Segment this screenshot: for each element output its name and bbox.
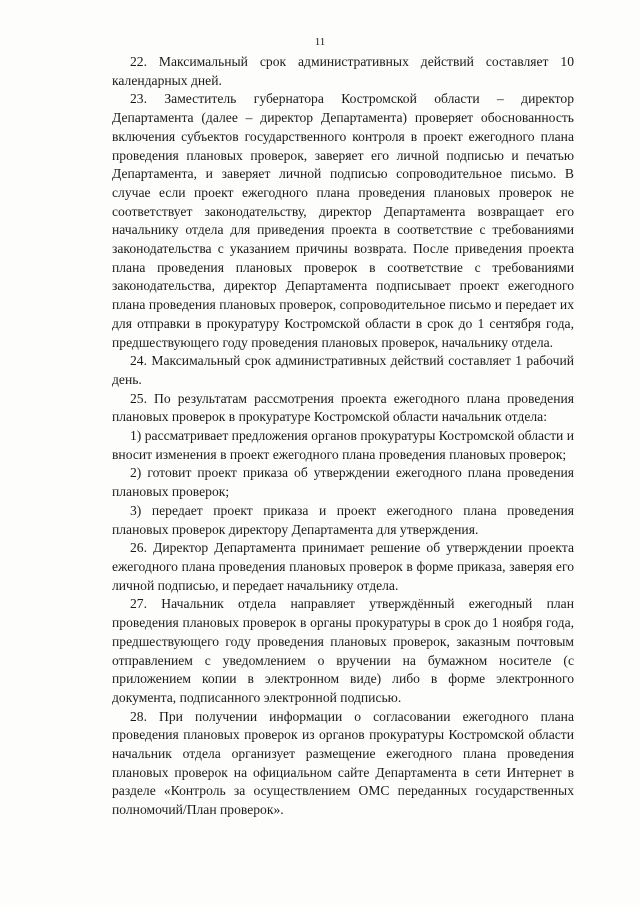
paragraph: 24. Максимальный срок административных действий составляет 1 рабочий день. xyxy=(112,353,574,387)
paragraph: 26. Директор Департамента принимает решение об утверждении проекта ежегодного плана проведения плановых проверок в форме приказа, заверяя его личной подписью, и передает начальнику отдела. xyxy=(112,540,574,593)
page-number: 11 xyxy=(314,36,326,48)
paragraph: 1) рассматривает предложения органов прокуратуры Костромской области и вносит изменения в проект ежегодного плана проведения плановых проверок; xyxy=(112,428,574,462)
paragraph: 22. Максимальный срок административных действий составляет 10 календарных дней. xyxy=(112,54,574,88)
paragraph: 3) передает проект приказа и проект ежегодного плана проведения плановых проверок директору Департамента для утверждения. xyxy=(112,502,574,537)
paragraph: 27. Начальник отдела направляет утверждённый ежегодный план проведения плановых проверок в органы прокуратуры в срок до 1 ноября года, предшествующего году проведения плановых проверок, заказным почтовым отправлением с уведомлением о вручении на бумажном носителе (с приложением копии в электронном виде) либо в форме электронного документа, подписанного электронной подписью. xyxy=(112,596,574,705)
paragraph: 2) готовит проект приказа об утверждении ежегодного плана проведения плановых проверок; xyxy=(112,465,574,500)
document-body xyxy=(112,53,574,820)
paragraph: 23. Заместитель губернатора Костромской области – директор Департамента (далее – директор Департамента) проверяет обоснованность включения субъектов государственного контроля в проект ежегодного плана проведения плановых проверок, заверяет его личной подписью и печатью Департамента, и заверяет личной подписью сопроводительное письмо. В случае если проект ежегодного плана проведения плановых проверок не соответствует законодательству, директор Департамента возвращает его начальнику отдела для приведения проекта в соответствие с требованиями законодательства с указанием причины возврата. После приведения проекта плана проведения плановых проверок в соответствие с требованиями законодательства, директор Департамента подписывает проект ежегодного плана проведения плановых проверок, сопроводительное письмо и передает их для отправки в прокуратуру Костромской области в срок до 1 сентября года, предшествующего году проведения плановых проверок, начальнику отдела. xyxy=(112,91,574,350)
paragraph: 25. По результатам рассмотрения проекта ежегодного плана проведения плановых проверок в прокуратуре Костромской области начальник отдела: xyxy=(112,390,574,425)
paragraph: 28. При получении информации о согласовании ежегодного плана проведения плановых проверок из органов прокуратуры Костромской области начальник отдела организует размещение ежегодного плана проведения плановых проверок на официальном сайте Департамента в сети Интернет в разделе «Контроль за осуществлением ОМС переданных государственных полномочий/План проверок». xyxy=(112,708,574,818)
